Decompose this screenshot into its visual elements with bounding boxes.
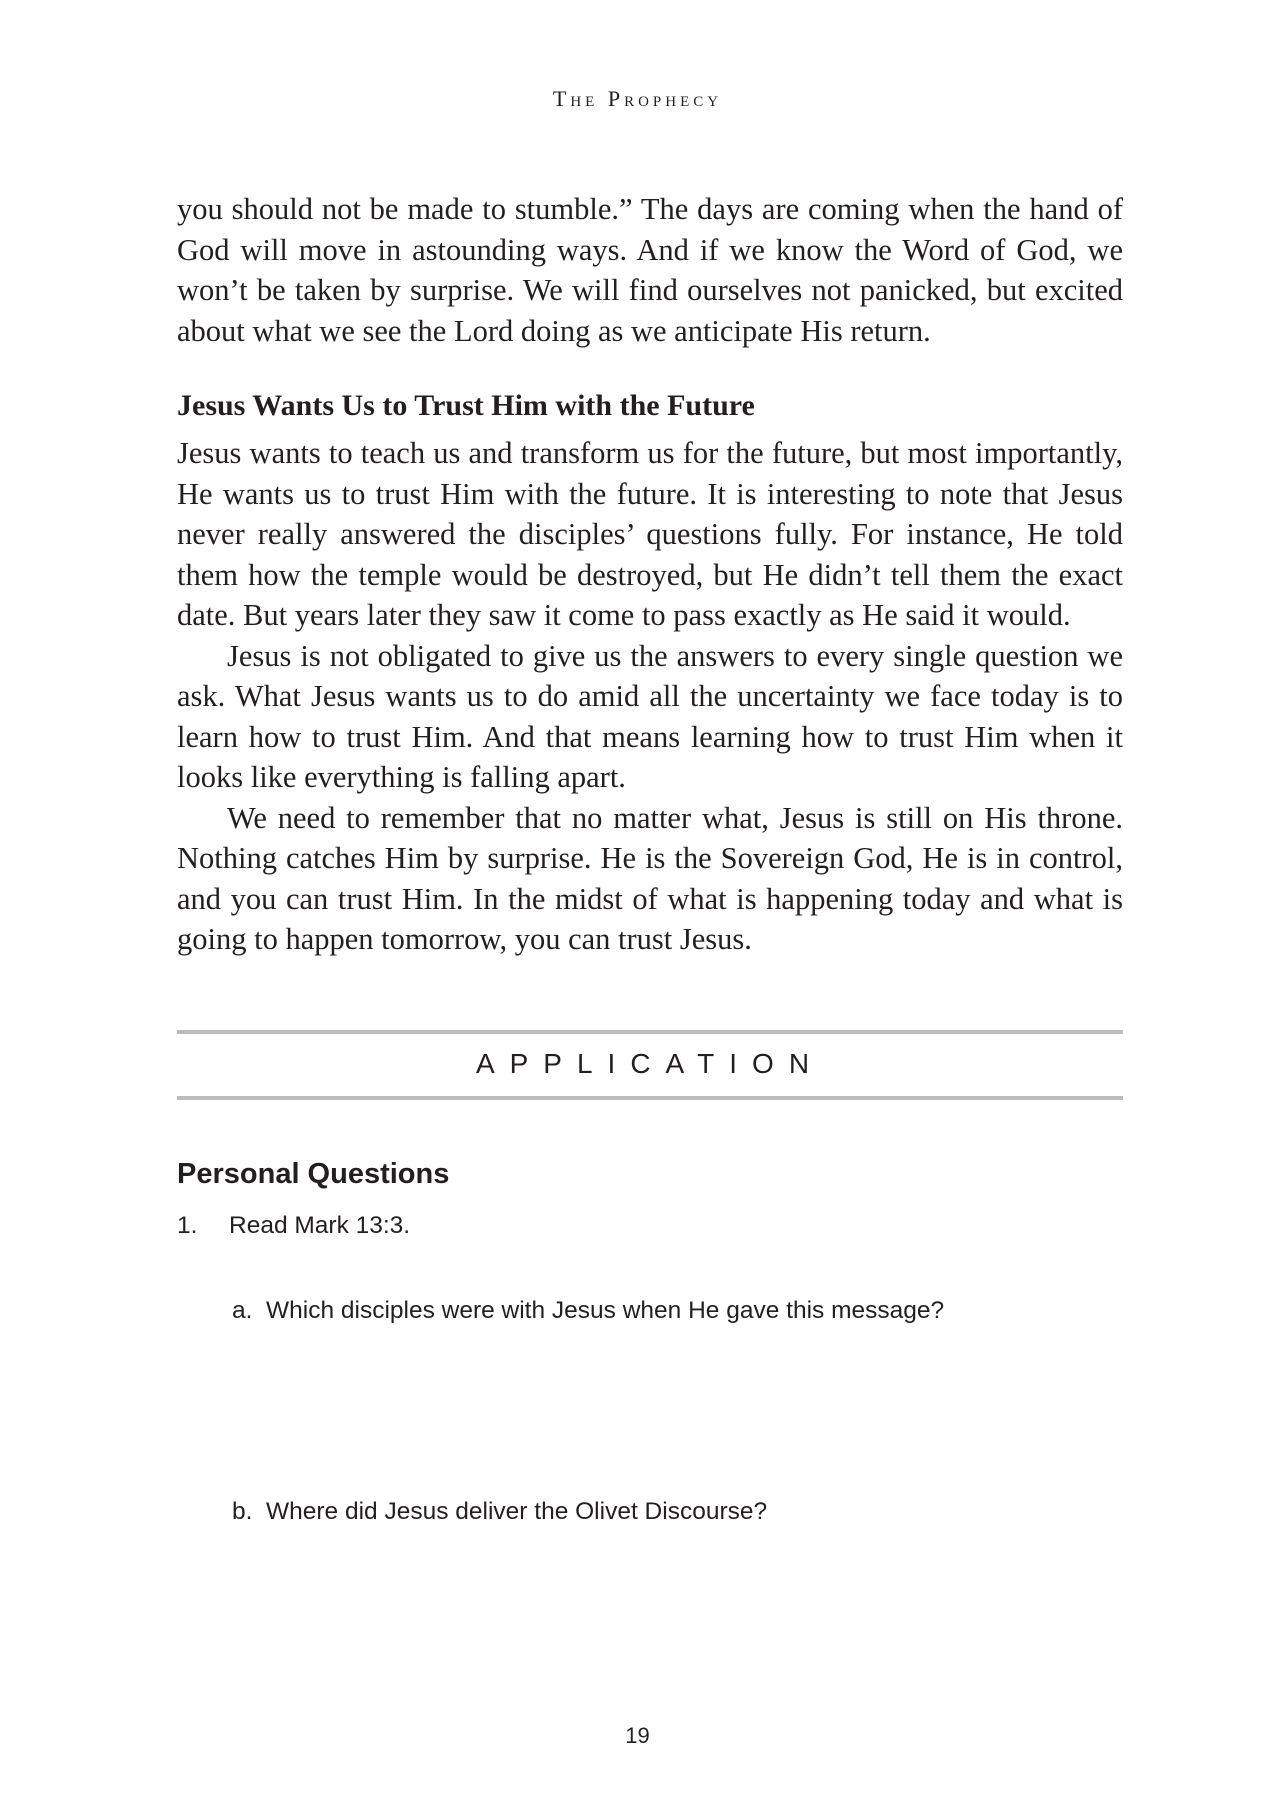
application-top-rule <box>177 1030 1123 1034</box>
section-heading: Jesus Wants Us to Trust Him with the Future <box>177 389 755 422</box>
question-1-text: Read Mark 13:3. <box>229 1212 411 1239</box>
question-1-number: 1. <box>177 1212 198 1239</box>
question-1b-letter: b. <box>232 1498 253 1525</box>
question-1b <box>232 1498 767 1526</box>
body-paragraphs <box>177 433 1123 960</box>
body-paragraph-2: Jesus is not obligated to give us the answers to every single question we ask. What Jesus wants us to do amid all the uncertainty we face today is to learn how to trust Him. And that means learning how to trust Him when it looks like everything is falling apart. <box>177 638 1123 794</box>
application-heading: APPLICATION <box>475 1048 825 1079</box>
question-1a-letter: a. <box>232 1297 253 1324</box>
question-1 <box>177 1212 410 1240</box>
running-head: The Prophecy <box>552 86 723 111</box>
question-1b-text: Where did Jesus deliver the Olivet Discourse? <box>266 1498 768 1525</box>
intro-paragraph <box>177 189 1123 351</box>
question-1a-text: Which disciples were with Jesus when He gave this message? <box>266 1297 945 1324</box>
body-paragraph-3: We need to remember that no matter what, Jesus is still on His throne. Nothing catches Him by surprise. He is the Sovereign God, He is in control, and you can trust Him. In the midst of what is happening today and what is going to happen tomorrow, you can trust Jesus. <box>177 800 1123 956</box>
body-paragraph-1: Jesus wants to teach us and transform us for the future, but most importantly, He wants us to trust Him with the future. It is interesting to note that Jesus never really answered the disciples’ questions fully. For instance, He told them how the temple would be destroyed, but He didn’t tell them the exact date. But years later they saw it come to pass exactly as He said it would. <box>177 436 1123 632</box>
intro-paragraph-text: you should not be made to stumble.” The days are coming when the hand of God will move in astounding ways. And if we know the Word of God, we won’t be taken by surprise. We will find ourselves not panicked, but excited about what we see the Lord doing as we anticipate His return. <box>177 192 1123 348</box>
page-number: 19 <box>625 1723 650 1748</box>
question-1a <box>232 1297 944 1325</box>
personal-questions-heading: Personal Questions <box>177 1158 450 1190</box>
application-bottom-rule <box>177 1096 1123 1100</box>
